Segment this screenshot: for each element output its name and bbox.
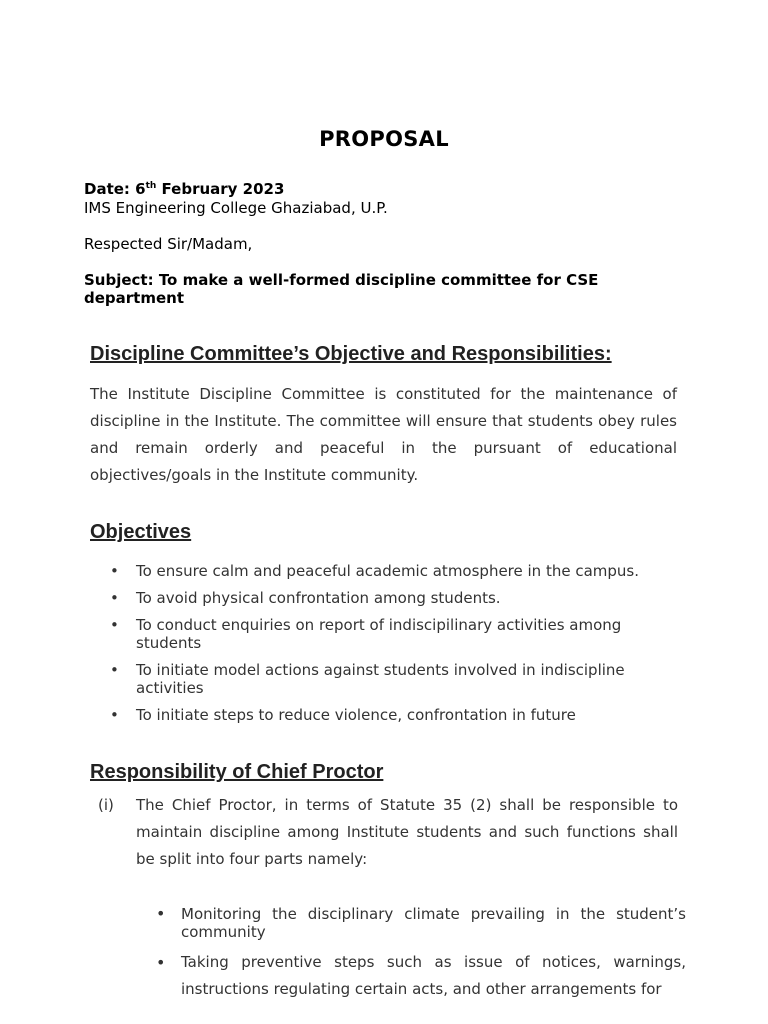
page-title: PROPOSAL — [319, 127, 449, 151]
bullet-icon: • — [156, 904, 166, 923]
list-item-text: Monitoring the disciplinary climate prevailing in the student’s community — [181, 905, 686, 941]
numbered-item-text: The Chief Proctor, in terms of Statute 35 (2) shall be responsible to maintain discipline among Institute students and such functions shall be split into four parts namely: — [136, 796, 678, 868]
date-superscript: th — [145, 181, 157, 191]
objectives-list — [110, 562, 670, 733]
proctor-functions-list — [156, 905, 686, 1011]
objective-paragraph: The Institute Discipline Committee is constituted for the maintenance of discipline in the Institute. The committee will ensure that students obey rules and remain orderly and peaceful in the pursuant of educational objectives/goals in the Institute community. — [90, 385, 677, 484]
bullet-icon: • — [110, 589, 119, 607]
bullet-icon: • — [156, 953, 166, 972]
list-item-text: To avoid physical confrontation among students. — [136, 589, 501, 607]
list-item — [156, 905, 686, 941]
list-item — [110, 589, 670, 607]
list-item-text: To ensure calm and peaceful academic atmosphere in the campus. — [136, 562, 639, 580]
list-item — [110, 562, 670, 580]
list-item-text: To initiate steps to reduce violence, confrontation in future — [136, 706, 576, 724]
section-heading-objectives: Objectives — [90, 521, 192, 543]
list-item — [110, 706, 670, 724]
numbered-item — [98, 792, 678, 873]
college-name: IMS Engineering College Ghaziabad, U.P. — [84, 199, 388, 217]
date-label: Date: 6 — [84, 180, 146, 198]
list-item — [156, 949, 686, 1003]
date-rest: February 2023 — [156, 180, 285, 198]
date-line — [84, 180, 284, 198]
salutation: Respected Sir/Madam, — [84, 235, 253, 253]
list-item — [110, 616, 670, 652]
bullet-icon: • — [110, 661, 119, 679]
bullet-icon: • — [110, 616, 119, 634]
item-number: (i) — [98, 796, 114, 814]
list-item-text: To initiate model actions against students involved in indiscipline activities — [136, 661, 625, 697]
list-item-text: To conduct enquiries on report of indiscipilinary activities among students — [136, 616, 622, 652]
bullet-icon: • — [110, 562, 119, 580]
list-item — [110, 661, 670, 697]
subject-line: Subject: To make a well-formed discipline committee for CSE department — [84, 271, 599, 307]
bullet-icon: • — [110, 706, 119, 724]
list-item-text: Taking preventive steps such as issue of notices, warnings, instructions regulating certain acts, and other arrangements for — [181, 953, 686, 998]
section-heading-objective-responsibilities: Discipline Committee’s Objective and Responsibilities: — [90, 343, 612, 365]
section-heading-chief-proctor: Responsibility of Chief Proctor — [90, 761, 384, 783]
